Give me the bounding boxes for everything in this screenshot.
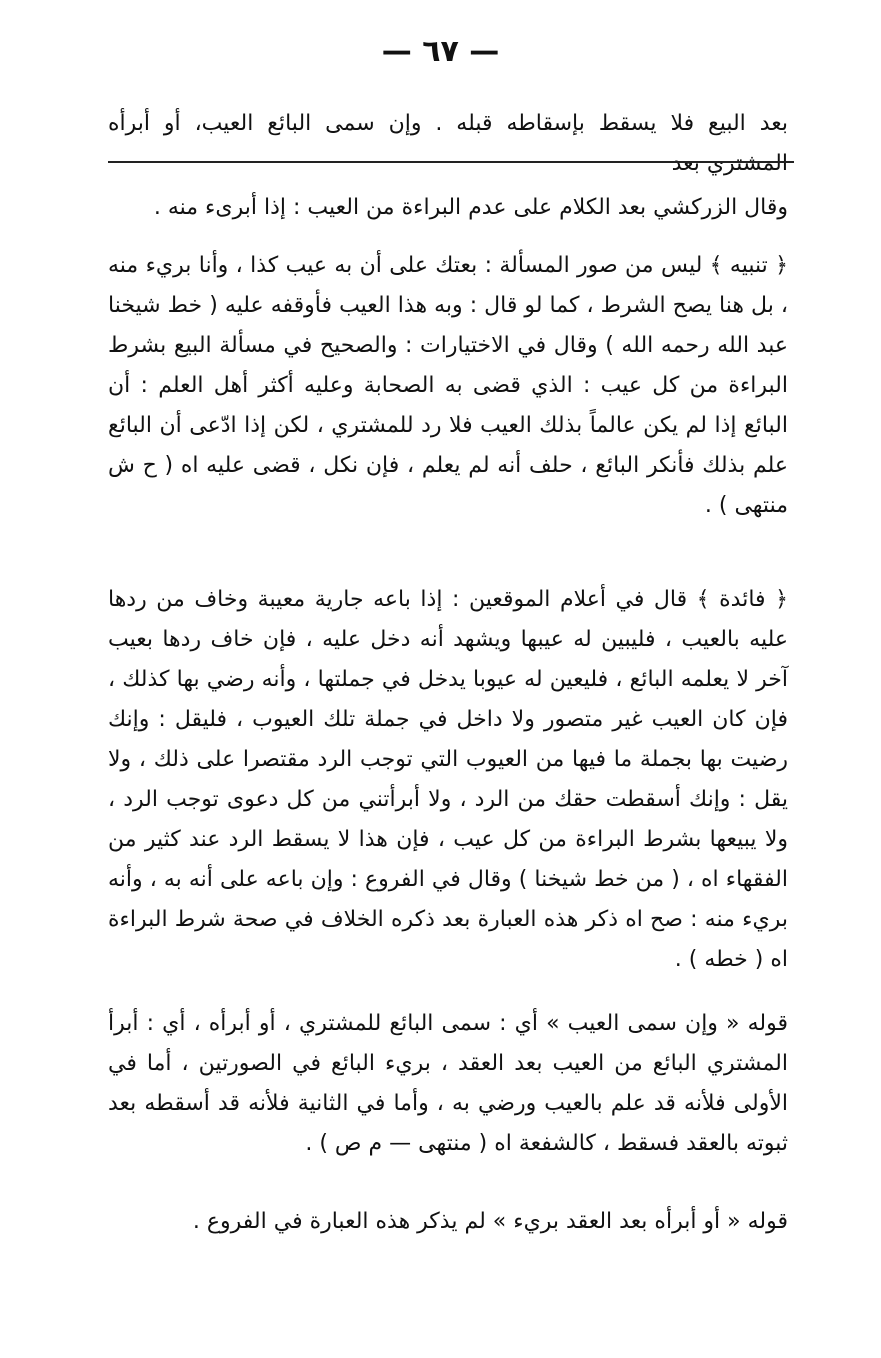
footnote-paragraph: ﴿ تنبيه ﴾ ليس من صور المسألة : بعتك على أن به عيب كذا ، وأنا بريء منه ، بل هنا يصح الشرط ، كما لو قال : وبه هذا العيب فأوقفه عليه ( خط شيخنا عبد الله رحمه الله ) وقال في الاختيارات : والصحيح في مسألة البيع بشرط البراءة من كل عيب : الذي قضى به الصحابة وعليه أكثر أهل العلم : أن البائع إذا لم يكن عالماً بذلك العيب فلا رد للمشتري ، لكن إذا ادّعى أن البائع علم بذلك فأنكر البائع ، حلف أنه لم يعلم ، فإن نكل ، قضى عليه اه ( ح ش منتهى ) . [108,253,788,518]
footnote-paragraph: قوله « أو أبرأه بعد العقد بريء » لم يذكر هذه العبارة في الفروع . [192,1209,788,1234]
footnote-qawluhu-sammaa [108,1004,788,1164]
footnote-zarkashi [108,188,788,228]
main-text-paragraph: بعد البيع فلا يسقط بإسقاطه قبله . وإن سمى البائع العيب، أو أبرأه المشتري بعد [108,111,788,176]
page-number: — ٦٧ — [381,34,500,69]
footnote-paragraph: قوله « وإن سمى العيب » أي : سمى البائع للمشتري ، أو أبرأه ، أي : أبرأ المشتري البائع من العيب بعد العقد ، بريء البائع في الصورتين ، أما في الأولى فلأنه قد علم بالعيب ورضي به ، وأما في الثانية فلأنه قد أسقطه بعد ثبوته بالعقد فسقط ، كالشفعة اه ( منتهى — م ص ) . [108,1011,788,1156]
footnote-faida [108,580,788,980]
footnote-qawluhu-abraahu [108,1202,788,1242]
footnote-divider [108,161,794,163]
footnote-paragraph: وقال الزركشي بعد الكلام على عدم البراءة من العيب : إذا أبرىء منه . [153,195,788,220]
footnote-tanbih [108,246,788,526]
main-text-line [108,104,788,176]
footnote-paragraph: ﴿ فائدة ﴾ قال في أعلام الموقعين : إذا باعه جارية معيبة وخاف من ردها عليه بالعيب ، فليبين له عيبها ويشهد أنه دخل عليه ، فإن خاف ردها بعيب آخر لا يعلمه البائع ، فليعين له عيوبا يدخل في جملتها ، وأنه رضي بها كذلك ، فإن كان العيب غير متصور ولا داخل في جملة تلك العيوب ، فليقل : وإنك رضيت بها بجملة ما فيها من العيوب التي توجب الرد مقتصرا على ذلك ، ولا يقل : وإنك أسقطت حقك من الرد ، ولا أبرأتني من كل دعوى توجب الرد ، ولا يبيعها بشرط البراءة من كل عيب ، فإن هذا لا يسقط الرد عند كثير من الفقهاء اه ، ( من خط شيخنا ) وقال في الفروع : وإن باعه على أنه به ، وأنه بريء منه : صح اه ذكر هذه العبارة بعد ذكره الخلاف في صحة شرط البراءة اه ( خطه ) . [108,587,788,972]
